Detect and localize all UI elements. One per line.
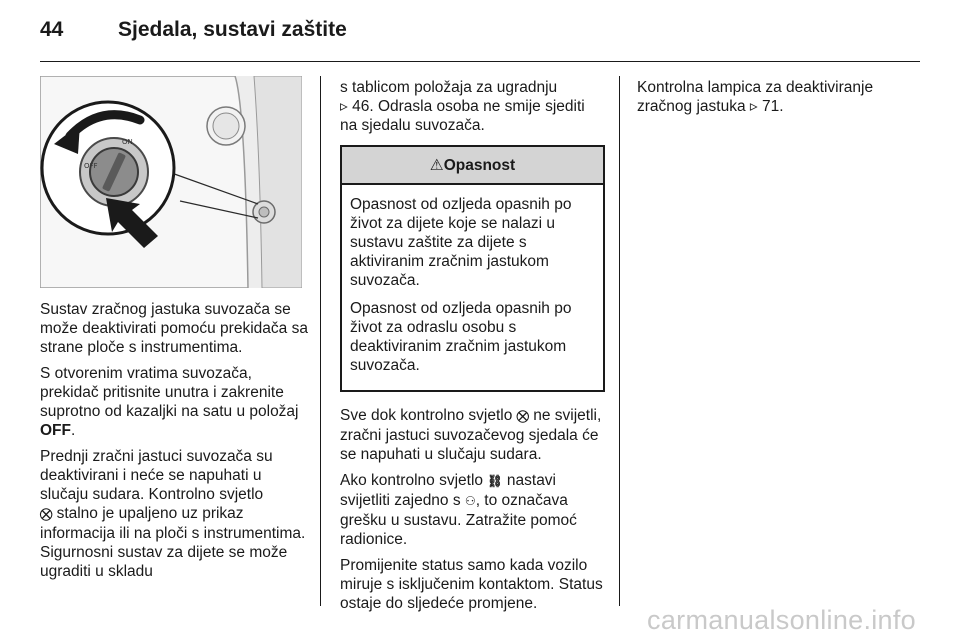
paragraph-text: . bbox=[71, 422, 76, 439]
cross-reference[interactable]: 71 bbox=[761, 98, 780, 115]
warning-body bbox=[342, 185, 603, 390]
page-number: 44 bbox=[40, 18, 64, 41]
paragraph-text: Ako kontrolno svjetlo bbox=[340, 472, 484, 489]
paragraph bbox=[637, 78, 907, 116]
airbag-switch-illustration bbox=[40, 76, 302, 288]
arrow-right-icon: ▹ bbox=[340, 98, 348, 115]
paragraph-text: S otvorenim vratima suvozača, prekidač pritisnite unutra i zakrenite suprotno od kazaljki na satu u položaj bbox=[40, 365, 299, 420]
paragraph-text: . Odrasla osoba ne smije sjediti na sjedalu suvozača. bbox=[340, 98, 585, 134]
column-divider-2 bbox=[619, 76, 620, 606]
paragraph-text: nastavi svijetliti zajedno s bbox=[340, 472, 557, 509]
page-header bbox=[40, 18, 347, 48]
watermark: carmanualsonline.info bbox=[647, 605, 916, 635]
column-divider-1 bbox=[320, 76, 321, 606]
paragraph bbox=[340, 406, 605, 464]
paragraph bbox=[340, 471, 605, 549]
paragraph: Promijenite status samo kada vozilo miruje s isključenim kontaktom. Status ostaje do sljedeće promjene. bbox=[340, 557, 603, 612]
paragraph-text: s tablicom položaja za ugradnju bbox=[340, 79, 558, 96]
paragraph-text: Prednji zračni jastuci suvozača su deaktivirani i neće se napuhati u slučaju sudara. Kontrolno svjetlo bbox=[40, 448, 273, 503]
column-1 bbox=[40, 300, 310, 588]
off-position-label: OFF bbox=[40, 422, 71, 439]
illustration-svg bbox=[40, 76, 302, 288]
column-3 bbox=[637, 78, 907, 123]
airbag-on-icon: ⛓ bbox=[487, 474, 503, 488]
paragraph-text: ne svijetli, zračni jastuci suvozačevog sjedala će se napuhati u slučaju sudara. bbox=[340, 407, 602, 463]
paragraph-text: stalno je upaljeno uz prikaz informacija ili na ploči s instrumentima. Sigurnosni sustav za dijete se može ugraditi u skladu bbox=[40, 505, 306, 580]
switch-on-label: ON bbox=[122, 138, 133, 146]
paragraph: Sustav zračnog jastuka suvozača se može deaktivirati pomoću prekidača sa strane ploče s instrumentima. bbox=[40, 301, 308, 356]
header-rule bbox=[40, 61, 920, 62]
warning-box bbox=[340, 145, 605, 392]
warning-triangle-icon: ⚠ bbox=[429, 156, 444, 174]
paragraph-text: , to označava grešku u sustavu. Zatražite pomoć radionice. bbox=[340, 492, 577, 548]
paragraph bbox=[340, 78, 605, 135]
airbag-off-icon: ⛒ bbox=[40, 507, 53, 521]
column-2 bbox=[340, 78, 605, 620]
paragraph bbox=[40, 447, 310, 581]
arrow-right-icon: ▹ bbox=[749, 98, 758, 115]
switch-off-label: OFF bbox=[84, 162, 98, 170]
cross-reference[interactable]: 46 bbox=[352, 98, 370, 115]
warning-header bbox=[342, 147, 603, 185]
paragraph bbox=[40, 364, 310, 440]
airbag-fault-icon: ⚇ bbox=[464, 494, 476, 508]
warning-text: Opasnost od ozljeda opasnih po život za dijete koje se nalazi u sustavu zaštite za dijete s aktiviranim zračnim jastukom suvozača. bbox=[350, 196, 572, 289]
page-title: Sjedala, sustavi zaštite bbox=[118, 18, 347, 41]
airbag-off-icon: ⛒ bbox=[516, 409, 529, 423]
paragraph-text: . bbox=[779, 98, 784, 115]
warning-title: Opasnost bbox=[443, 156, 516, 174]
paragraph-text: Kontrolna lampica za deaktiviranje zračnog jastuka bbox=[637, 79, 874, 115]
warning-text: Opasnost od ozljeda opasnih po život za odraslu osobu s deaktiviranim zračnim jastukom suvozača. bbox=[350, 300, 572, 374]
paragraph-text: Sve dok kontrolno svjetlo bbox=[340, 407, 513, 424]
